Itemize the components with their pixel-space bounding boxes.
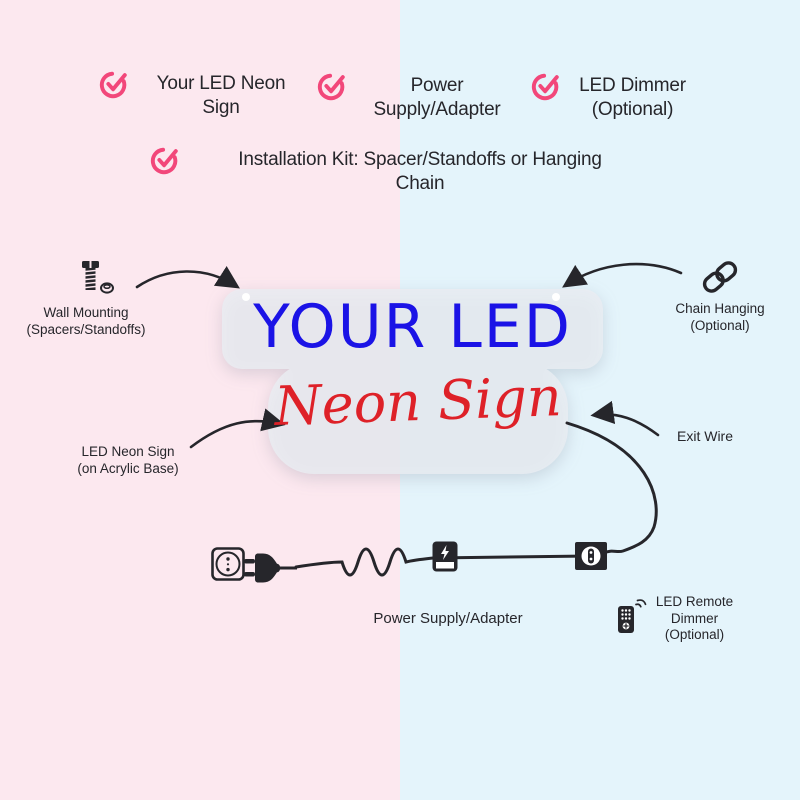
checklist-item-dimmer-line1: LED Dimmer (579, 75, 686, 96)
chain-hanging-label-line1: Chain Hanging (675, 301, 765, 316)
nut-icon (101, 283, 113, 292)
checklist-item-installation-line1: Installation Kit: Spacer/Standoffs or Hanging (238, 149, 602, 170)
check-circle-icon (99, 69, 129, 99)
remote-dimmer-label-line3: (Optional) (664, 627, 725, 642)
remote-dimmer-label-line2: Dimmer (670, 610, 719, 626)
checklist-item-dimmer-line2: (Optional) (591, 98, 674, 120)
screw-icon (76, 258, 116, 298)
chain-hanging-label-line2: (Optional) (690, 317, 750, 333)
power-plug-icon (243, 550, 297, 586)
dimmer-switch-icon (575, 542, 607, 570)
wall-mounting-label-line1: Wall Mounting (43, 305, 129, 320)
checklist-item-sign (137, 72, 305, 119)
power-outlet-icon (211, 547, 245, 581)
led-neon-sign-label-line1: LED Neon Sign (81, 444, 175, 459)
checklist-item-installation (185, 148, 655, 195)
led-neon-sign-label-line2: (on Acrylic Base) (77, 460, 179, 476)
check-circle-icon (150, 145, 180, 175)
sign-title-text: YOUR LED (253, 292, 572, 362)
checklist-item-power (352, 74, 522, 121)
exit-wire-label: Exit Wire (677, 428, 733, 444)
chain-link-icon (700, 258, 740, 296)
wall-mounting-label-line2: (Spacers/Standoffs) (26, 321, 146, 337)
check-circle-icon (531, 71, 561, 101)
power-supply-label: Power Supply/Adapter (373, 610, 523, 627)
exit-wire-arrow (595, 414, 658, 435)
chain-hanging-label (645, 301, 795, 334)
remote-dimmer-label-line1: LED Remote (655, 594, 734, 609)
checklist-item-dimmer (565, 74, 700, 121)
checklist-item-sign-line1: Your LED Neon (156, 73, 286, 94)
wall-mounting-arrow (137, 271, 236, 287)
sign-script-text: Neon Sign (273, 365, 563, 438)
checklist-item-installation-line2: Chain (395, 172, 445, 194)
check-circle-icon (317, 71, 347, 101)
checklist-item-sign-line2: Sign (202, 96, 240, 118)
chain-hanging-arrow (566, 264, 681, 285)
power-adapter-icon (432, 541, 458, 572)
wall-mounting-label (0, 305, 172, 338)
led-neon-sign-label (42, 444, 214, 477)
checklist-item-power-line2: Supply/Adapter (373, 98, 501, 120)
checklist-item-power-line1: Power (410, 75, 464, 96)
remote-dimmer-label (642, 594, 747, 644)
exit-wire-line (567, 423, 656, 553)
